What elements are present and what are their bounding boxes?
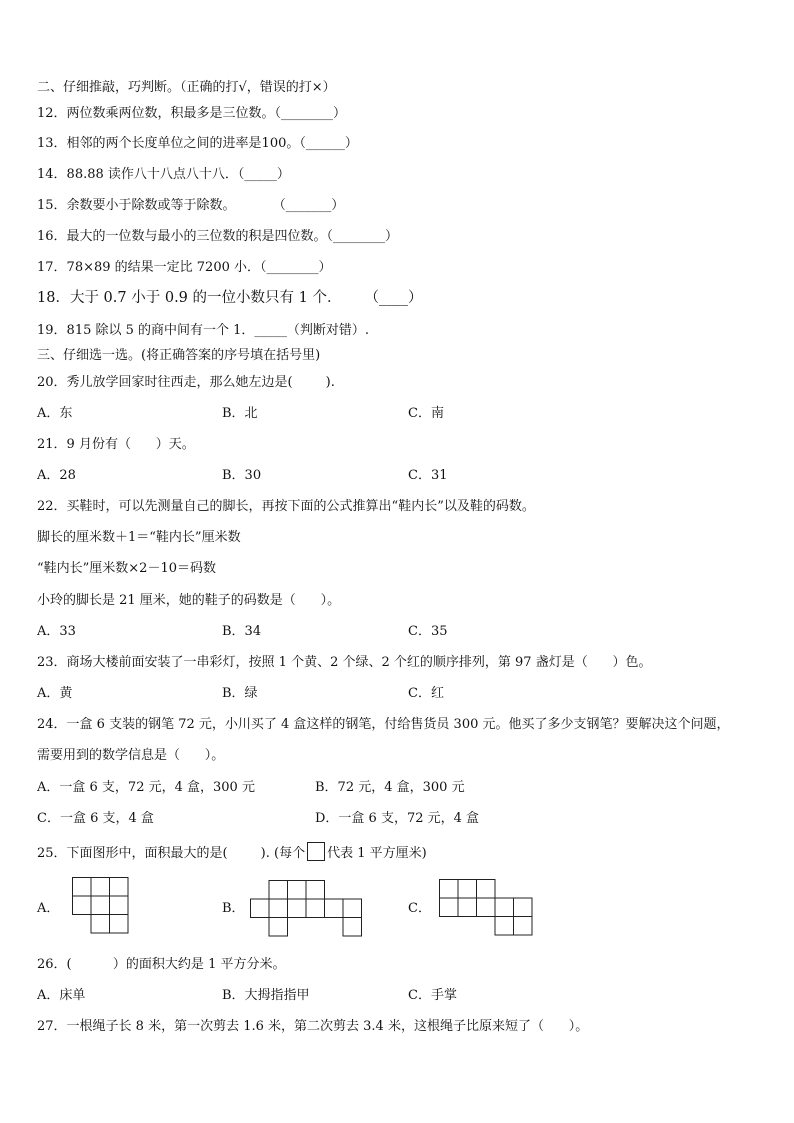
q21-option-b: B．30 xyxy=(222,468,262,483)
figure-c-grid xyxy=(439,879,539,939)
question-17: 17．78×89 的结果一定比 7200 小．（________） xyxy=(37,260,332,275)
q25-stem-pre: 25．下面图形中，面积最大的是( ). (每个 xyxy=(37,846,306,861)
q25-option-b: B． xyxy=(222,901,245,916)
q22-formula-1: 脚长的厘米数＋1＝“鞋内长”厘米数 xyxy=(37,530,241,545)
question-19: 19．815 除以 5 的商中间有一个 1．_____（判断对错）. xyxy=(37,323,370,338)
q20-option-c: C．南 xyxy=(408,406,444,421)
question-12: 12．两位数乘两位数，积最多是三位数。（________） xyxy=(37,106,347,121)
q25-option-c: C． xyxy=(408,901,431,916)
q25-stem-post: 代表 1 平方厘米) xyxy=(327,846,427,861)
question-24-stem-1: 24．一盒 6 支装的钢笔 72 元，小川买了 4 盒这样的钢笔，付给售货员 300 元。他买了多少支钢笔？要解决这个问题， xyxy=(37,717,730,732)
question-23-stem: 23．商场大楼前面安装了一串彩灯，按照 1 个黄、2 个绿、2 个红的顺序排列，第 97 盏灯是（ ）色。 xyxy=(37,655,652,670)
q22-formula-2: “鞋内长”厘米数×2－10＝码数 xyxy=(37,561,216,576)
question-24-stem-2: 需要用到的数学信息是（ ）。 xyxy=(37,748,225,763)
q20-option-a: A．东 xyxy=(37,406,73,421)
question-15: 15．余数要小于除数或等于除数。 （_______） xyxy=(37,198,345,213)
q22-question: 小玲的脚长是 21 厘米，她的鞋子的码数是（ ）。 xyxy=(37,593,341,608)
figure-a-grid xyxy=(72,877,132,937)
q24-option-d: D．一盒 6 支，72 元，4 盒 xyxy=(315,811,480,826)
q24-option-a: A．一盒 6 支，72 元，4 盒，300 元 xyxy=(37,780,255,795)
q23-option-b: B．绿 xyxy=(222,686,258,701)
q24-option-b: B．72 元，4 盒，300 元 xyxy=(315,780,465,795)
q23-option-c: C．红 xyxy=(408,686,444,701)
q21-option-c: C．31 xyxy=(408,468,448,483)
section3-heading: 三、仔细选一选。(将正确答案的序号填在括号里) xyxy=(37,348,321,363)
q22-option-c: C．35 xyxy=(408,624,448,639)
unit-square-icon xyxy=(307,842,325,861)
figure-b-grid xyxy=(250,880,368,940)
q22-option-b: B．34 xyxy=(222,624,262,639)
question-16: 16．最大的一位数与最小的三位数的积是四位数。（________） xyxy=(37,229,399,244)
question-27-stem: 27．一根绳子长 8 米，第一次剪去 1.6 米，第二次剪去 3.4 米，这根绳子比原来短了（ ）。 xyxy=(37,1019,589,1034)
question-13: 13．相邻的两个长度单位之间的进率是100。（______） xyxy=(37,136,358,151)
q22-option-a: A．33 xyxy=(37,624,76,639)
q23-option-a: A．黄 xyxy=(37,686,73,701)
q24-option-c: C．一盒 6 支，4 盒 xyxy=(37,811,154,826)
question-21-stem: 21．9 月份有（ ）天。 xyxy=(37,437,195,452)
question-26-stem: 26．( ）的面积大约是 1 平方分米。 xyxy=(37,957,286,972)
q26-option-b: B．大拇指指甲 xyxy=(222,988,310,1003)
question-22-stem: 22．买鞋时，可以先测量自己的脚长，再按下面的公式推算出“鞋内长”以及鞋的码数。 xyxy=(37,499,535,514)
q25-option-a: A． xyxy=(37,901,60,916)
question-20-stem: 20．秀儿放学回家时往西走，那么她左边是( ). xyxy=(37,375,335,390)
q26-option-a: A．床单 xyxy=(37,988,86,1003)
question-25-stem xyxy=(37,842,427,862)
question-14: 14．88.88 读作八十八点八十八．（_____） xyxy=(37,167,290,182)
section2-heading: 二、仔细推敲，巧判断。（正确的打√，错误的打×） xyxy=(37,80,336,95)
q21-option-a: A．28 xyxy=(37,468,76,483)
question-18: 18．大于 0.7 小于 0.9 的一位小数只有 1 个． （____） xyxy=(37,290,423,306)
q26-option-c: C．手掌 xyxy=(408,988,457,1003)
q20-option-b: B．北 xyxy=(222,406,258,421)
